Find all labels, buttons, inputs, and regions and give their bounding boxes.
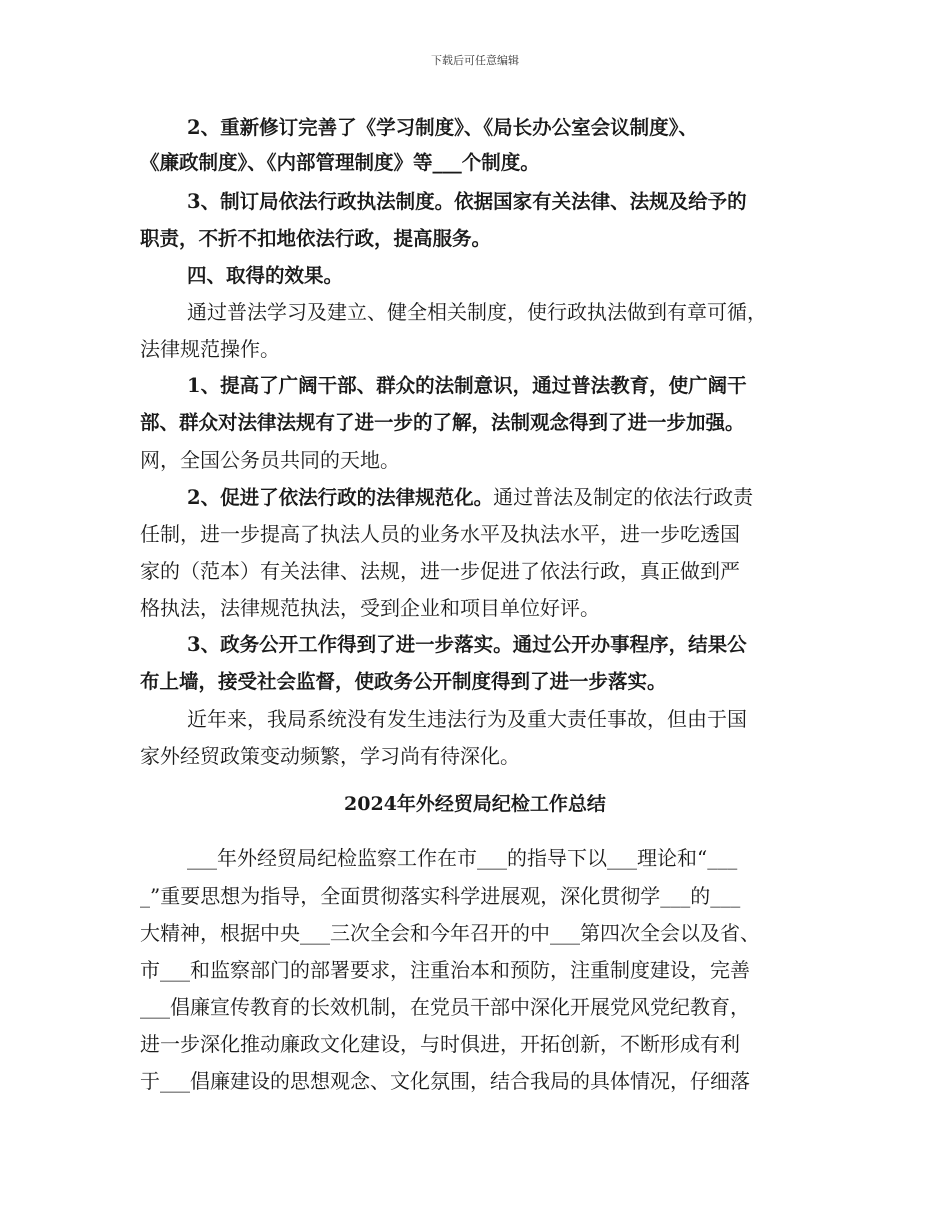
paragraph-line: 网，全国公务员共同的天地。 xyxy=(140,448,400,472)
paragraph-line: 3、制订局依法行政执法制度。依据国家有关法律、法规及给予的 xyxy=(187,190,747,213)
paragraph-line: 《廉政制度》、《内部管理制度》等___个制度。 xyxy=(140,151,540,174)
paragraph-line: 部、群众对法律法规有了进一步的了解，法制观念得到了进一步加强。 xyxy=(140,411,745,434)
normal-text: 通过普法及制定的依法行政责 xyxy=(493,485,754,509)
body-line: 进一步深化推动廉政文化建设，与时俱进，开拓创新，不断形成有利 xyxy=(140,1032,740,1056)
paragraph-line xyxy=(187,485,753,509)
body-line: ___倡廉宣传教育的长效机制，在党员干部中深化开展党风党纪教育， xyxy=(140,995,750,1019)
paragraph-line: 任制，进一步提高了执法人员的业务水平及执法水平，进一步吃透国 xyxy=(140,522,740,546)
paragraph-line: 家的（范本）有关法律、法规，进一步促进了依法行政，真正做到严 xyxy=(140,559,740,583)
body-line: 市___和监察部门的部署要求，注重治本和预防，注重制度建设，完善 xyxy=(140,958,750,982)
paragraph-line: 布上墙，接受社会监督，使政务公开制度得到了进一步落实。 xyxy=(140,670,667,693)
body-line: 大精神，根据中央___三次全会和今年召开的中___第四次全会以及省、 xyxy=(140,921,760,945)
paragraph-line: 职责，不折不扣地依法行政，提高服务。 xyxy=(140,227,492,250)
body-line: 于___倡廉建设的思想观念、文化氛围，结合我局的具体情况，仔细落 xyxy=(140,1069,750,1093)
body-line: ___年外经贸局纪检监察工作在市___的指导下以___理论和“___ xyxy=(187,846,738,870)
paragraph-line: 家外经贸政策变动频繁，学习尚有待深化。 xyxy=(140,744,520,768)
section-title: 2024年外经贸局纪检工作总结 xyxy=(344,793,606,815)
page-header: 下载后可任意编辑 xyxy=(431,54,519,67)
paragraph-line: 法律规范操作。 xyxy=(140,337,280,361)
paragraph-line: 3、政务公开工作得到了进一步落实。通过公开办事程序，结果公 xyxy=(187,633,747,656)
section-heading: 四、取得的效果。 xyxy=(187,264,344,287)
paragraph-line: 1、提高了广阔干部、群众的法制意识，通过普法教育，使广阔干 xyxy=(187,374,747,397)
paragraph-line: 2、重新修订完善了《学习制度》、《局长办公室会议制度》、 xyxy=(187,116,698,139)
paragraph-line: 格执法，法律规范执法，受到企业和项目单位好评。 xyxy=(140,596,600,620)
body-line: _”重要思想为指导，全面贯彻落实科学进展观，深化贯彻学___的___ xyxy=(140,884,741,908)
paragraph-line: 通过普法学习及建立、健全相关制度，使行政执法做到有章可循， xyxy=(187,300,767,324)
bold-lead: 2、促进了依法行政的法律规范化。 xyxy=(187,486,494,509)
paragraph-line: 近年来，我局系统没有发生违法行为及重大责任事故，但由于国 xyxy=(187,707,747,731)
